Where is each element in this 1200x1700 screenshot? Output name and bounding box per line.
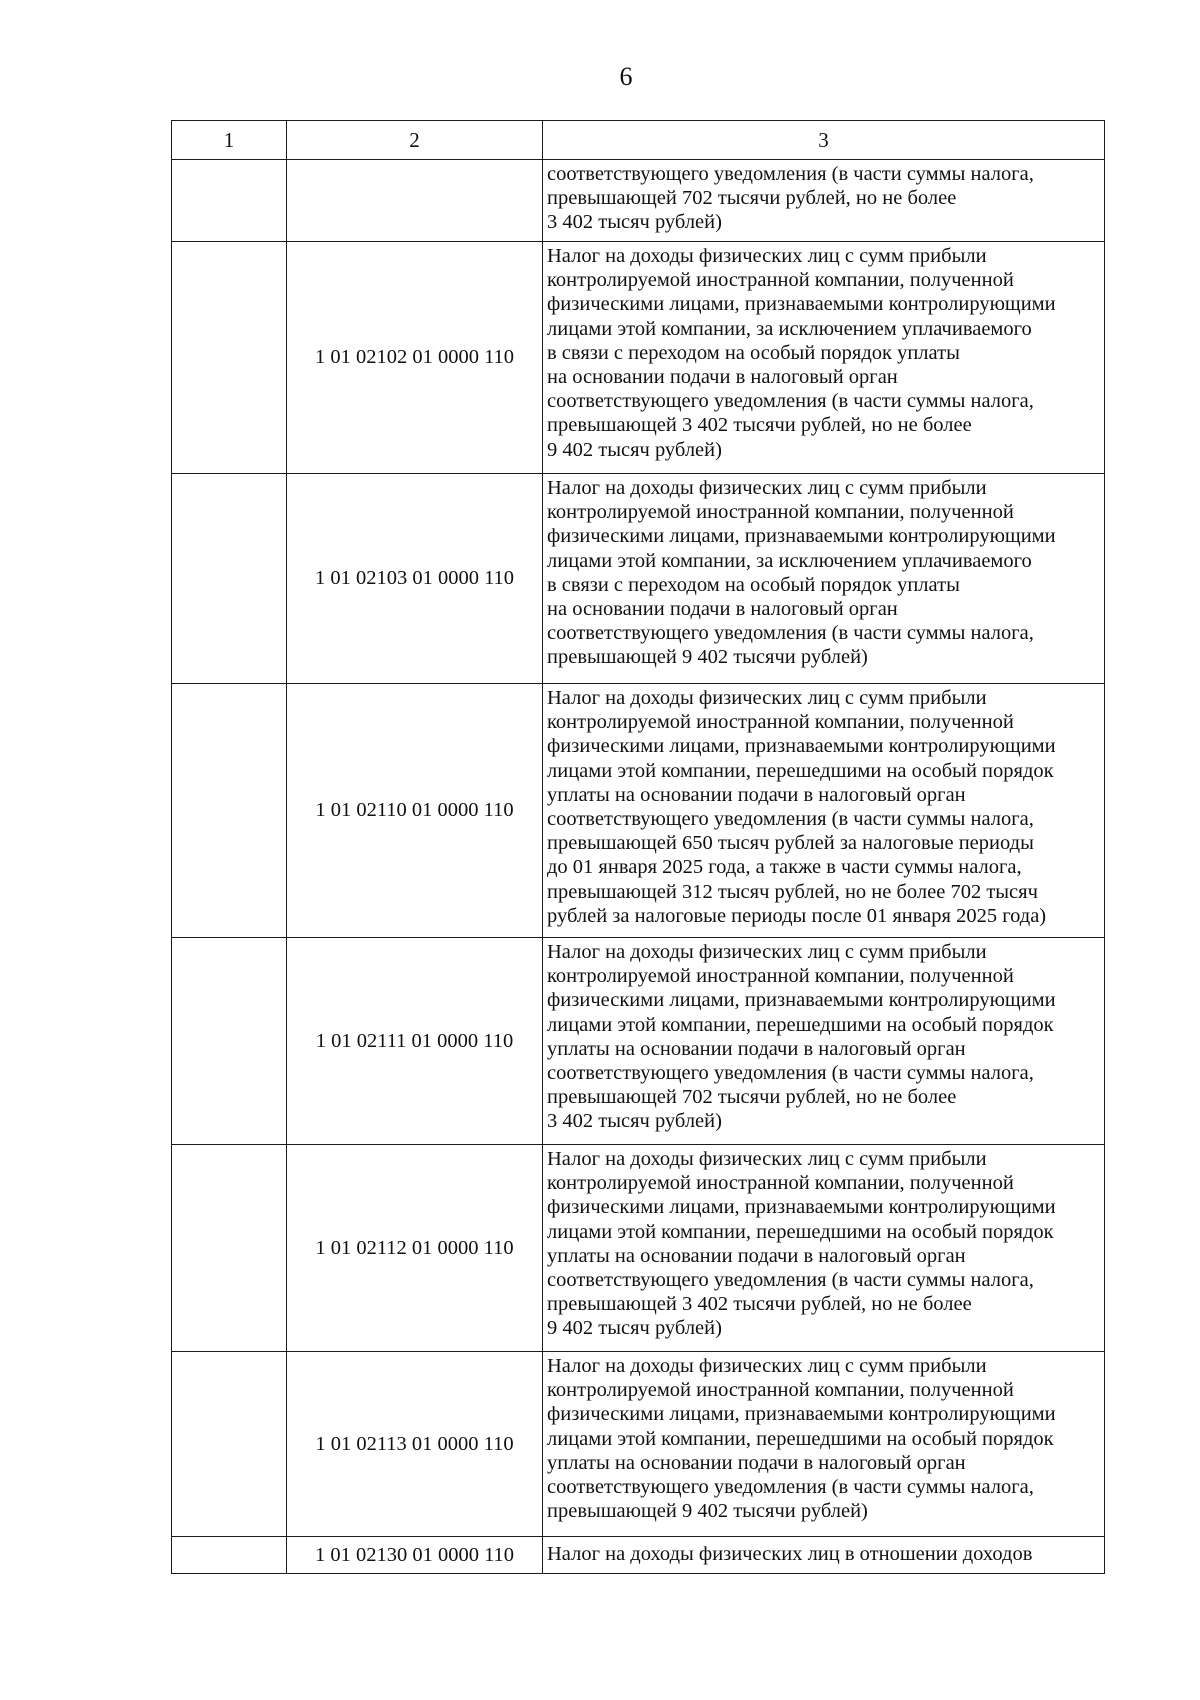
description-cell: Налог на доходы физических лиц с сумм прибыли контролируемой иностранной компании, полученной физическими лицами, признаваемыми контролирующими лицами этой компании, за исключением уплачиваемого в связи с переходом на особый порядок уплаты на основании подачи в налоговый орган соответствующего уведомления (в части суммы налога, превышающей 9 402 тысячи рублей) [543, 474, 1105, 684]
table-row [172, 242, 1105, 474]
row-number-cell [172, 684, 287, 938]
table-header-row [172, 121, 1105, 160]
column-header-2: 2 [287, 121, 543, 160]
table-row [172, 474, 1105, 684]
column-header-1: 1 [172, 121, 287, 160]
table-row [172, 1537, 1105, 1574]
code-cell: 1 01 02113 01 0000 110 [287, 1352, 543, 1537]
table-row [172, 684, 1105, 938]
description-cell: Налог на доходы физических лиц в отношении доходов [543, 1537, 1105, 1574]
description-cell: Налог на доходы физических лиц с сумм прибыли контролируемой иностранной компании, полученной физическими лицами, признаваемыми контролирующими лицами этой компании, перешедшими на особый порядок уплаты на основании подачи в налоговый орган соответствующего уведомления (в части суммы налога, превышающей 650 тысяч рублей за налоговые периоды до 01 января 2025 года, а также в части суммы налога, превышающей 312 тысяч рублей, но не более 702 тысяч рублей за налоговые периоды после 01 января 2025 года) [543, 684, 1105, 938]
code-cell: 1 01 02102 01 0000 110 [287, 242, 543, 474]
description-cell: Налог на доходы физических лиц с сумм прибыли контролируемой иностранной компании, полученной физическими лицами, признаваемыми контролирующими лицами этой компании, перешедшими на особый порядок уплаты на основании подачи в налоговый орган соответствующего уведомления (в части суммы налога, превышающей 9 402 тысячи рублей) [543, 1352, 1105, 1537]
description-cell: Налог на доходы физических лиц с сумм прибыли контролируемой иностранной компании, полученной физическими лицами, признаваемыми контролирующими лицами этой компании, за исключением уплачиваемого в связи с переходом на особый порядок уплаты на основании подачи в налоговый орган соответствующего уведомления (в части суммы налога, превышающей 3 402 тысячи рублей, но не более 9 402 тысяч рублей) [543, 242, 1105, 474]
code-cell: 1 01 02111 01 0000 110 [287, 938, 543, 1145]
description-cell: соответствующего уведомления (в части суммы налога, превышающей 702 тысячи рублей, но не более 3 402 тысяч рублей) [543, 160, 1105, 242]
code-cell [287, 160, 543, 242]
description-cell: Налог на доходы физических лиц с сумм прибыли контролируемой иностранной компании, полученной физическими лицами, признаваемыми контролирующими лицами этой компании, перешедшими на особый порядок уплаты на основании подачи в налоговый орган соответствующего уведомления (в части суммы налога, превышающей 702 тысячи рублей, но не более 3 402 тысяч рублей) [543, 938, 1105, 1145]
row-number-cell [172, 474, 287, 684]
table-row [172, 938, 1105, 1145]
code-cell: 1 01 02130 01 0000 110 [287, 1537, 543, 1574]
row-number-cell [172, 1352, 287, 1537]
table-row [172, 1145, 1105, 1352]
description-cell: Налог на доходы физических лиц с сумм прибыли контролируемой иностранной компании, полученной физическими лицами, признаваемыми контролирующими лицами этой компании, перешедшими на особый порядок уплаты на основании подачи в налоговый орган соответствующего уведомления (в части суммы налога, превышающей 3 402 тысячи рублей, но не более 9 402 тысяч рублей) [543, 1145, 1105, 1352]
row-number-cell [172, 938, 287, 1145]
row-number-cell [172, 1145, 287, 1352]
row-number-cell [172, 1537, 287, 1574]
code-cell: 1 01 02112 01 0000 110 [287, 1145, 543, 1352]
row-number-cell [172, 160, 287, 242]
code-cell: 1 01 02110 01 0000 110 [287, 684, 543, 938]
table-row [172, 1352, 1105, 1537]
code-cell: 1 01 02103 01 0000 110 [287, 474, 543, 684]
table-row [172, 160, 1105, 242]
page-number: 6 [619, 62, 633, 91]
row-number-cell [172, 242, 287, 474]
column-header-3: 3 [543, 121, 1105, 160]
budget-classification-table [171, 120, 1105, 1574]
